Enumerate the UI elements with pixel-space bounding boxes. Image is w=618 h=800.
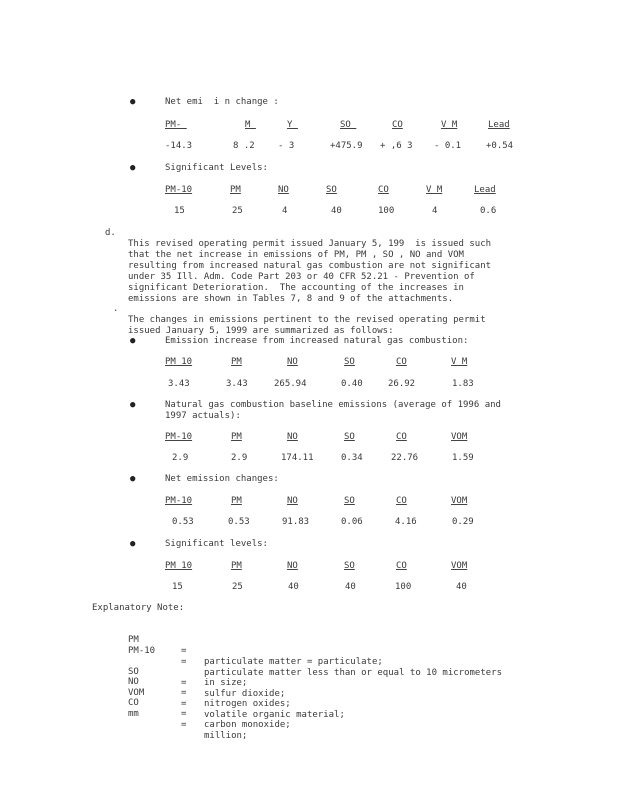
table-header: VOM bbox=[451, 432, 468, 442]
table-cell: 0.40 bbox=[341, 379, 363, 389]
table-cell: 40 bbox=[456, 582, 467, 592]
note-sep: = bbox=[181, 646, 187, 656]
emission-increase-label: Emission increase from increased natural gas combustion: bbox=[165, 336, 469, 346]
note-def: million; bbox=[204, 730, 248, 741]
table-header: SO_ bbox=[340, 120, 357, 130]
note-def: sulfur dioxide; bbox=[204, 688, 286, 699]
note-abbr: mm bbox=[128, 708, 139, 719]
note-sep: = bbox=[181, 719, 187, 730]
table-header: PM bbox=[231, 561, 242, 571]
table-cell: 0.53 bbox=[228, 517, 250, 527]
table-cell: 265.94 bbox=[274, 379, 307, 389]
table-header: NO bbox=[287, 432, 298, 442]
table-header: CO bbox=[392, 120, 403, 130]
table-cell: - 0.1 bbox=[434, 141, 462, 151]
paragraph-line: issued January 5, 1999 are summarized as follows: bbox=[128, 326, 394, 336]
table-cell: - 3 bbox=[278, 141, 295, 151]
table-header: CO bbox=[378, 185, 389, 195]
paragraph-line: significant Deterioration. The accounting of the increases in bbox=[128, 283, 464, 293]
note-def: particulate matter = particulate; bbox=[204, 657, 383, 667]
table-header: SO bbox=[344, 561, 355, 571]
paragraph-d bbox=[128, 228, 491, 316]
table-cell: 0.34 bbox=[341, 453, 363, 463]
note-def: particulate matter less than or equal to 10 micrometers bbox=[204, 667, 503, 678]
table-cell: 2.9 bbox=[231, 453, 248, 463]
note-sep: = bbox=[181, 656, 187, 667]
table-cell: 3.43 bbox=[168, 379, 190, 389]
table-header: CO bbox=[396, 432, 407, 442]
table-header: NO bbox=[287, 357, 298, 367]
paragraph-line: that the net increase in emissions of PM, PM , SO , NO and VOM bbox=[128, 250, 464, 260]
paragraph-marker: d. bbox=[105, 228, 116, 238]
table-header: NO bbox=[287, 496, 298, 506]
note-def: carbon monoxide; bbox=[204, 720, 291, 730]
table-header: SO bbox=[344, 432, 355, 442]
table-cell: 3.43 bbox=[226, 379, 248, 389]
table-cell: 40 bbox=[288, 582, 299, 592]
note-def: nitrogen oxides; bbox=[204, 699, 291, 709]
table-header: V M bbox=[426, 185, 443, 195]
table-header: Lead bbox=[488, 120, 510, 130]
paragraph-line: This revised operating permit issued January 5, 199 is issued such bbox=[128, 239, 492, 249]
table-cell: 1.59 bbox=[452, 453, 474, 463]
note-abbr: CO bbox=[128, 698, 139, 708]
table-header: PM bbox=[231, 496, 242, 506]
bullet-icon: ● bbox=[130, 163, 136, 173]
table-cell: 100 bbox=[378, 206, 395, 216]
table-cell: +475.9 bbox=[330, 141, 363, 151]
note-sep: = bbox=[181, 677, 187, 688]
table-cell: 1.83 bbox=[452, 379, 474, 389]
table-header: PM bbox=[231, 432, 242, 442]
table-cell: 4.16 bbox=[395, 517, 417, 527]
note-abbr: NO bbox=[128, 677, 139, 687]
table-cell: 15 bbox=[174, 206, 185, 216]
table-header: Lead bbox=[474, 185, 496, 195]
table-cell: 22.76 bbox=[391, 453, 419, 463]
table-header: Y_ bbox=[287, 120, 298, 130]
table-header: PM 10 bbox=[165, 357, 193, 367]
bullet-icon: ● bbox=[130, 539, 136, 549]
table-header: SO bbox=[344, 496, 355, 506]
table-cell: 25 bbox=[232, 206, 243, 216]
table-cell: 4 bbox=[282, 206, 288, 216]
paragraph-marker: . bbox=[113, 304, 119, 314]
net-emission-change-label: Net emi i n change : bbox=[165, 97, 279, 107]
bullet-icon: ● bbox=[130, 400, 136, 410]
table-cell: +0.54 bbox=[486, 141, 514, 151]
note-abbr: VOM bbox=[128, 687, 145, 698]
table-cell: 26.92 bbox=[388, 379, 416, 389]
table-cell: 8 .2 bbox=[233, 141, 255, 151]
note-sep: = bbox=[181, 709, 187, 719]
baseline-label: 1997 actuals): bbox=[165, 411, 241, 421]
table-cell: 0.29 bbox=[452, 517, 474, 527]
table-cell: -14.3 bbox=[165, 141, 193, 151]
note-abbr: SO bbox=[128, 666, 139, 677]
table-header: PM-_ bbox=[165, 120, 187, 130]
baseline-label: Natural gas combustion baseline emissions (average of 1996 and bbox=[165, 400, 501, 410]
table-cell: 0.53 bbox=[172, 517, 194, 527]
table-header: CO bbox=[396, 496, 407, 506]
bullet-icon: ● bbox=[130, 474, 136, 484]
table-header: V M bbox=[451, 357, 468, 367]
paragraph-line: The changes in emissions pertinent to the revised operating permit bbox=[128, 315, 486, 325]
table-cell: 91.83 bbox=[282, 517, 310, 527]
note-def: volatile organic material; bbox=[204, 709, 345, 720]
net-emission-changes-label: Net emission changes: bbox=[165, 474, 279, 484]
table-cell: 4 bbox=[432, 206, 438, 216]
table-header: PM-10 bbox=[165, 496, 193, 506]
paragraph-line: emissions are shown in Tables 7, 8 and 9 of the attachments. bbox=[128, 294, 454, 304]
table-header: PM-10 bbox=[165, 185, 193, 195]
table-cell: 0.06 bbox=[341, 517, 363, 527]
table-cell: + ,6 3 bbox=[380, 141, 413, 151]
note-abbr: PM bbox=[128, 635, 139, 645]
table-cell: 25 bbox=[232, 582, 243, 592]
table-cell: 100 bbox=[395, 582, 412, 592]
table-cell: 2.9 bbox=[172, 453, 189, 463]
table-header: PM 10 bbox=[165, 561, 193, 571]
paragraph-line: under 35 Ill. Adm. Code Part 203 or 40 CFR 52.21 - Prevention of bbox=[128, 272, 475, 282]
table-header: PM bbox=[231, 357, 242, 367]
table-header: CO bbox=[396, 357, 407, 367]
significant-levels-label: Significant Levels: bbox=[165, 163, 268, 173]
table-cell: 40 bbox=[345, 582, 356, 592]
table-header: V M bbox=[441, 120, 458, 130]
bullet-icon: ● bbox=[130, 336, 136, 346]
table-header: SO bbox=[326, 185, 337, 195]
table-cell: 174.11 bbox=[281, 453, 314, 463]
table-header: PM bbox=[230, 185, 241, 195]
table-header: M_ bbox=[245, 120, 256, 130]
explanatory-note-list bbox=[128, 624, 503, 741]
paragraph-line: resulting from increased natural gas combustion are not significant bbox=[128, 261, 492, 271]
note-abbr: PM-10 bbox=[128, 645, 156, 656]
table-cell: 0.6 bbox=[480, 206, 497, 216]
table-header: SO bbox=[344, 357, 355, 367]
table-header: NO bbox=[278, 185, 289, 195]
table-header: CO bbox=[396, 561, 407, 571]
significant-levels-label: Significant levels: bbox=[165, 539, 268, 549]
table-header: VOM bbox=[451, 496, 468, 506]
table-cell: 40 bbox=[331, 206, 342, 216]
note-def: in size; bbox=[204, 678, 248, 688]
note-sep: = bbox=[181, 688, 187, 698]
table-cell: 15 bbox=[172, 582, 183, 592]
explanatory-note-title: Explanatory Note: bbox=[92, 603, 185, 613]
table-header: PM-10 bbox=[165, 432, 193, 442]
table-header: VOM bbox=[451, 561, 468, 571]
bullet-icon: ● bbox=[130, 97, 136, 107]
note-sep: = bbox=[181, 698, 187, 709]
table-header: NO bbox=[287, 561, 298, 571]
